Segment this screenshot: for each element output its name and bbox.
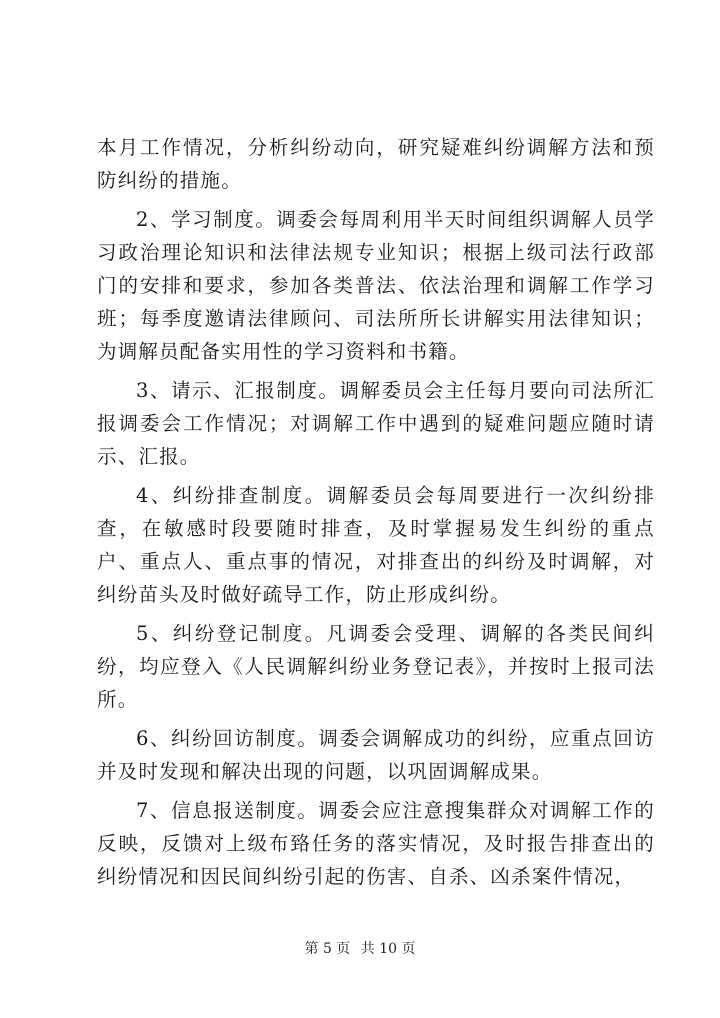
- paragraph-registration-system: 5、纠纷登记制度。凡调委会受理、调解的各类民间纠纷，均应登入《人民调解纠纷业务登记表》，并按时上报司法所。: [97, 622, 655, 711]
- paragraph-continuation: 本月工作情况，分析纠纷动向，研究疑难纠纷调解方法和预防纠纷的措施。: [97, 136, 655, 192]
- document-body: [97, 131, 655, 899]
- page-number: 第 5 页: [304, 941, 351, 957]
- paragraph-information-system: 7、信息报送制度。调委会应注意搜集群众对调解工作的反映，反馈对上级布臵任务的落实情况，及时报告排查出的纠纷情况和因民间纠纷引起的伤害、自杀、凶杀案件情况，: [97, 799, 655, 888]
- page-total: 共 10 页: [360, 941, 416, 957]
- paragraph-investigation-system: 4、纠纷排查制度。调解委员会每周要进行一次纠纷排查，在敏感时段要随时排查，及时掌握易发生纠纷的重点户、重点人、重点事的情况，对排查出的纠纷及时调解，对纠纷苗头及时做好疏导工作，防止形成纠纷。: [97, 484, 655, 606]
- paragraph-study-system: 2、学习制度。调委会每周利用半天时间组织调解人员学习政治理论知识和法律法规专业知识；根据上级司法行政部门的安排和要求，参加各类普法、依法治理和调解工作学习班；每季度邀请法律顾问、司法所所长讲解实用法律知识；为调解员配备实用性的学习资料和书籍。: [97, 208, 655, 363]
- page-footer: [0, 938, 720, 958]
- paragraph-revisit-system: 6、纠纷回访制度。调委会调解成功的纠纷，应重点回访并及时发现和解决出现的问题，以巩固调解成果。: [97, 727, 655, 783]
- paragraph-report-system: 3、请示、汇报制度。调解委员会主任每月要向司法所汇报调委会工作情况；对调解工作中遇到的疑难问题应随时请示、汇报。: [97, 379, 655, 468]
